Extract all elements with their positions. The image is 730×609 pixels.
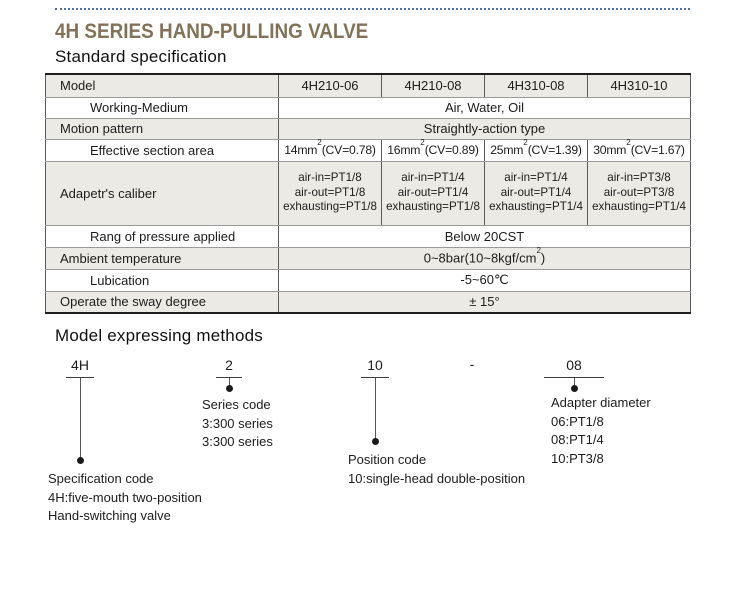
adapter-line: air-in=PT1/8 <box>298 171 362 185</box>
effective-area-cell-1 <box>279 139 382 161</box>
effective-area-cell-4 <box>588 139 691 161</box>
table-row-adapter-caliber <box>46 161 691 225</box>
row-label-pressure: Rang of pressure applied <box>46 225 279 247</box>
desc-line: Hand-switching valve <box>48 508 171 523</box>
effective-area-text: (CV=0.89) <box>424 143 479 158</box>
row-label-lubication: Lubication <box>46 269 279 291</box>
row-label-motion-pattern: Motion pattern <box>46 118 279 139</box>
table-row-ambient <box>46 247 691 269</box>
code-4h-connector-line <box>80 378 81 460</box>
pressure-value: Below 20CST <box>279 225 691 247</box>
code-2-description <box>202 396 273 452</box>
effective-area-text: (CV=1.67) <box>630 143 685 158</box>
table-row-lubication <box>46 269 691 291</box>
table-row-sway <box>46 291 691 313</box>
desc-line: 06:PT1/8 <box>551 413 604 429</box>
code-08: 08 <box>566 357 582 373</box>
table-row-model <box>46 74 691 97</box>
row-label-adapter-caliber: Adapetr's caliber <box>46 161 279 225</box>
adapter-caliber-cell-4 <box>588 161 691 225</box>
code-10-dot <box>372 438 379 445</box>
desc-line: Position code <box>348 452 427 467</box>
adapter-line: exhausting=PT1/8 <box>386 200 480 214</box>
code-10: 10 <box>367 357 383 373</box>
superscript: 2 <box>626 138 631 148</box>
row-label-effective-area: Effective section area <box>46 139 279 161</box>
code-10-connector-line <box>375 378 376 441</box>
desc-line: 3:300 series <box>202 415 273 431</box>
working-medium-value: Air, Water, Oil <box>279 97 691 118</box>
code-4h-description <box>48 470 202 526</box>
effective-area-text: 16mm <box>387 143 421 158</box>
model-expressing-heading: Model expressing methods <box>55 326 263 345</box>
code-separator-dash: - <box>469 356 475 372</box>
adapter-line: air-out=PT1/4 <box>500 185 572 199</box>
adapter-line: air-out=PT3/8 <box>603 185 675 199</box>
adapter-caliber-cell-1 <box>279 161 382 225</box>
code-2: 2 <box>225 357 233 373</box>
desc-line: 4H:five-mouth two-position <box>48 489 202 505</box>
table-row-effective-area <box>46 139 691 161</box>
superscript: 2 <box>536 246 541 256</box>
effective-area-text: (CV=1.39) <box>527 143 582 158</box>
code-2-dot <box>226 385 233 392</box>
desc-line: 10:single-head double-position <box>348 470 526 486</box>
table-row-motion-pattern <box>46 118 691 139</box>
standard-specification-heading: Standard specification <box>55 47 227 66</box>
table-row-pressure <box>46 225 691 247</box>
model-cell-4: 4H310-10 <box>588 74 691 97</box>
superscript: 2 <box>420 138 425 148</box>
superscript: 2 <box>317 138 322 148</box>
code-4h-dot <box>77 457 84 464</box>
adapter-line: air-in=PT3/8 <box>607 171 671 185</box>
superscript: 2 <box>523 138 528 148</box>
sway-value: ± 15° <box>279 291 691 313</box>
adapter-line: air-out=PT1/4 <box>397 185 469 199</box>
adapter-caliber-cell-3 <box>485 161 588 225</box>
effective-area-cell-3 <box>485 139 588 161</box>
desc-line: 10:PT3/8 <box>551 450 604 466</box>
effective-area-text: 30mm <box>593 143 627 158</box>
desc-line: Adapter diameter <box>551 395 651 410</box>
adapter-line: exhausting=PT1/4 <box>592 200 686 214</box>
adapter-line: exhausting=PT1/4 <box>489 200 583 214</box>
desc-line: 3:300 series <box>202 434 273 449</box>
effective-area-text: (CV=0.78) <box>321 143 376 158</box>
row-label-model: Model <box>46 74 279 97</box>
ambient-value <box>279 247 691 269</box>
table-row-working-medium <box>46 97 691 118</box>
row-label-sway: Operate the sway degree <box>46 291 279 313</box>
adapter-line: air-out=PT1/8 <box>294 185 366 199</box>
effective-area-text: 25mm <box>490 143 524 158</box>
code-08-description <box>551 394 651 468</box>
page-title: 4H SERIES HAND-PULLING VALVE <box>55 20 369 43</box>
row-label-ambient: Ambient temperature <box>46 247 279 269</box>
adapter-line: air-in=PT1/4 <box>504 171 568 185</box>
adapter-line: air-in=PT1/4 <box>401 171 465 185</box>
code-4h: 4H <box>71 357 89 373</box>
code-10-description <box>348 451 525 488</box>
desc-line: Specification code <box>48 471 154 486</box>
ambient-text: 0~8bar(10~8kgf/cm <box>423 250 537 266</box>
model-cell-3: 4H310-08 <box>485 74 588 97</box>
desc-line: 08:PT1/4 <box>551 432 604 447</box>
standard-specification-table <box>45 73 691 314</box>
effective-area-text: 14mm <box>284 143 318 158</box>
model-cell-2: 4H210-08 <box>382 74 485 97</box>
row-label-working-medium: Working-Medium <box>46 97 279 118</box>
effective-area-cell-2 <box>382 139 485 161</box>
code-08-dot <box>571 385 578 392</box>
lubication-value: -5~60℃ <box>279 269 691 291</box>
adapter-caliber-cell-2 <box>382 161 485 225</box>
model-cell-1: 4H210-06 <box>279 74 382 97</box>
ambient-text: ) <box>540 250 546 266</box>
adapter-line: exhausting=PT1/8 <box>283 200 377 214</box>
motion-pattern-value: Straightly-action type <box>279 118 691 139</box>
desc-line: Series code <box>202 397 271 412</box>
top-dotted-divider <box>55 8 690 10</box>
